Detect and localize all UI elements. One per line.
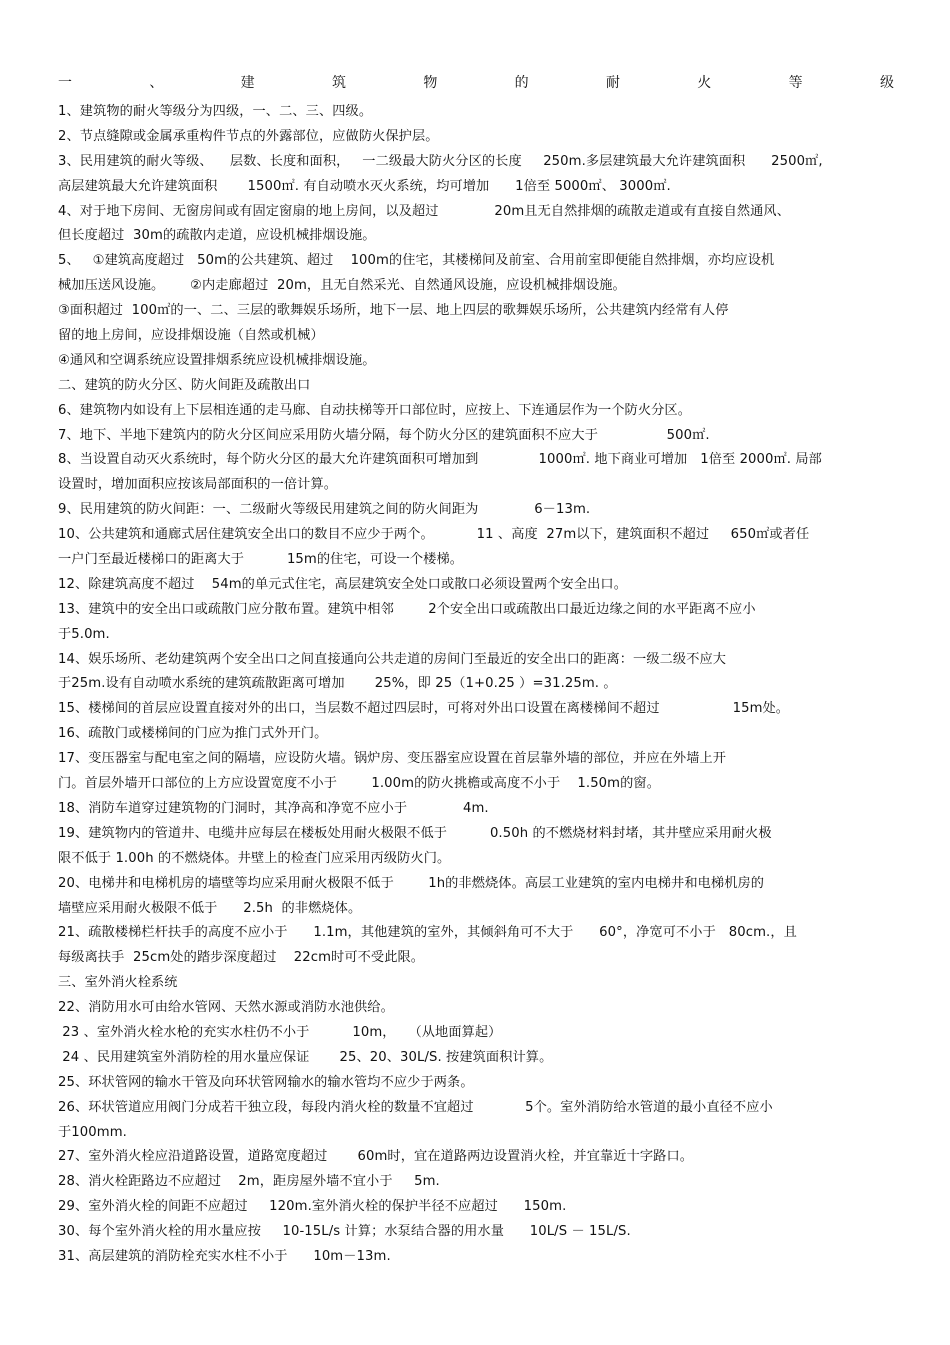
text-line: 于25m.设有自动喷水系统的建筑疏散距离可增加 25%，即 25（1+0.25 ）=31.25m. 。 bbox=[58, 676, 617, 692]
section-heading-line: 三、室外消火栓系统 bbox=[58, 975, 178, 991]
text-line: 26、环状管道应用阀门分成若干独立段，每段内消火栓的数量不宜超过 5个。室外消防给水管道的最小直径不应小 bbox=[58, 1099, 773, 1115]
text-line: 设置时，增加面积应按该局部面积的一倍计算。 bbox=[58, 477, 338, 493]
text-line: 15、楼梯间的首层应设置直接对外的出口，当层数不超过四层时，可将对外出口设置在离楼梯间不超过 15m处。 bbox=[58, 701, 790, 717]
text-line: 12、除建筑高度不超过 54m的单元式住宅，高层建筑安全处口或散口必须设置两个安全出口。 bbox=[58, 576, 627, 592]
text-line: ③面积超过 100㎡的一、二、三层的歌舞娱乐场所，地下一层、地上四层的歌舞娱乐场所，公共建筑内经常有人停 bbox=[58, 303, 729, 319]
heading-char: 物 bbox=[423, 75, 438, 91]
text-line: 19、建筑物内的管道井、电缆井应每层在楼板处用耐火极限不低于 0.50h 的不燃烧材料封堵，其井壁应采用耐火极 bbox=[58, 825, 772, 841]
text-line: 23 、室外消火栓水枪的充实水柱仍不小于 10m， （从地面算起） bbox=[58, 1024, 502, 1040]
text-line: 18、消防车道穿过建筑物的门洞时，其净高和净宽不应小于 4m. bbox=[58, 800, 489, 816]
text-line: 9、民用建筑的防火间距：一、二级耐火等级民用建筑之间的防火间距为 6－13m. bbox=[58, 502, 591, 518]
text-line: 于5.0m. bbox=[58, 626, 110, 642]
text-line: 于100mm. bbox=[58, 1124, 127, 1140]
text-line: 22、消防用水可由给水管网、天然水源或消防水池供给。 bbox=[58, 1000, 394, 1016]
heading-char: 级 bbox=[879, 75, 894, 91]
text-line: 13、建筑中的安全出口或疏散门应分散布置。建筑中相邻 2个安全出口或疏散出口最近边缘之间的水平距离不应小 bbox=[58, 601, 756, 617]
text-line: 3、民用建筑的耐火等级、 层数、长度和面积， 一二级最大防火分区的长度 250m.多层建筑最大允许建筑面积 2500㎡, bbox=[58, 153, 823, 169]
heading-char: 等 bbox=[788, 75, 803, 91]
text-line: 10、公共建筑和通廊式居住建筑安全出口的数目不应少于两个。 11 、高度 27m以下，建筑面积不超过 650㎡或者任 bbox=[58, 527, 810, 543]
text-line: 高层建筑最大允许建筑面积 1500㎡. 有自动喷水灭火系统，均可增加 1倍至 5000㎡、 3000㎡. bbox=[58, 178, 671, 194]
heading-char: 建 bbox=[240, 75, 255, 91]
text-line: 24 、民用建筑室外消防栓的用水量应保证 25、20、30L/S. 按建筑面积计算。 bbox=[58, 1049, 553, 1065]
heading-char: 一 bbox=[58, 75, 72, 91]
text-line: 29、室外消火栓的间距不应超过 120m.室外消火栓的保护半径不应超过 150m. bbox=[58, 1199, 567, 1215]
heading-char: 、 bbox=[149, 75, 164, 91]
document-page bbox=[58, 72, 894, 1270]
heading-char: 筑 bbox=[331, 75, 346, 91]
text-line: 限不低于 1.00h 的不燃烧体。井壁上的检查门应采用丙级防火门。 bbox=[58, 850, 451, 866]
text-line: 械加压送风设施。 ②内走廊超过 20m，且无自然采光、自然通风设施，应设机械排烟设施。 bbox=[58, 278, 626, 294]
text-line: 1、建筑物的耐火等级分为四级，一、二、三、四级。 bbox=[58, 104, 373, 119]
text-line: 5、 ①建筑高度超过 50m的公共建筑、超过 100m的住宅，其楼梯间及前室、合用前室即便能自然排烟，亦均应设机 bbox=[58, 253, 775, 269]
text-line: 16、疏散门或楼梯间的门应为推门式外开门。 bbox=[58, 726, 328, 742]
text-line: 4、对于地下房间、无窗房间或有固定窗扇的地上房间，以及超过 20m且无自然排烟的疏散走道或有直接自然通风、 bbox=[58, 203, 791, 219]
text-line: 21、疏散楼梯栏杆扶手的高度不应小于 1.1m，其他建筑的室外，其倾斜角可不大于 60°，净宽可不小于 80cm.，且 bbox=[58, 925, 797, 941]
text-line: 但长度超过 30m的疏散内走道，应设机械排烟设施。 bbox=[58, 228, 376, 244]
text-line: 17、变压器室与配电室之间的隔墙，应设防火墙。锅炉房、变压器室应设置在首层靠外墙的部位，并应在外墙上开 bbox=[58, 751, 727, 767]
text-line: 6、建筑物内如设有上下层相连通的走马廊、自动扶梯等开口部位时，应按上、下连通层作为一个防火分区。 bbox=[58, 402, 691, 418]
text-line: 28、消火栓距路边不应超过 2m，距房屋外墙不宜小于 5m. bbox=[58, 1174, 440, 1190]
heading-char: 的 bbox=[514, 75, 529, 91]
text-line: 30、每个室外消火栓的用水量应按 10-15L/s 计算；水泵结合器的用水量 10L/S － 15L/S. bbox=[58, 1224, 631, 1240]
text-line: 7、地下、半地下建筑内的防火分区间应采用防火墙分隔，每个防火分区的建筑面积不应大于 500㎡. bbox=[58, 427, 710, 443]
text-line: 一户门至最近楼梯口的距离大于 15m的住宅，可设一个楼梯。 bbox=[58, 552, 464, 568]
heading-char: 耐 bbox=[605, 75, 620, 91]
text-line: 2、节点缝隙或金属承重构件节点的外露部位，应做防火保护层。 bbox=[58, 128, 439, 144]
text-line: ④通风和空调系统应设置排烟系统应设机械排烟设施。 bbox=[58, 352, 376, 368]
text-line: 14、娱乐场所、老幼建筑两个安全出口之间直接通向公共走道的房间门至最近的安全出口的距离：一级二级不应大 bbox=[58, 651, 727, 667]
text-line: 27、室外消火栓应沿道路设置，道路宽度超过 60m时，宜在道路两边设置消火栓，并宜靠近十字路口。 bbox=[58, 1149, 694, 1165]
text-line: 8、当设置自动灭火系统时，每个防火分区的最大允许建筑面积可增加到 1000㎡. 地下商业可增加 1倍至 2000㎡. 局部 bbox=[58, 452, 822, 468]
text-line: 留的地上房间，应设排烟设施（自然或机械） bbox=[58, 328, 324, 344]
text-line: 门。首层外墙开口部位的上方应设置宽度不小于 1.00m的防火挑檐或高度不小于 1.50m的窗。 bbox=[58, 776, 660, 792]
heading-char: 火 bbox=[697, 75, 712, 91]
text-line: 墙壁应采用耐火极限不低于 2.5h 的非燃烧体。 bbox=[58, 900, 362, 916]
text-line: 每级离扶手 25cm处的踏步深度超过 22cm时可不受此限。 bbox=[58, 950, 425, 966]
text-line: 20、电梯井和电梯机房的墙壁等均应采用耐火极限不低于 1h的非燃烧体。高层工业建筑的室内电梯井和电梯机房的 bbox=[58, 875, 765, 891]
text-line: 25、环状管网的输水干管及向环状管网输水的输水管均不应少于两条。 bbox=[58, 1074, 474, 1090]
section-heading-line: 二、建筑的防火分区、防火间距及疏散出口 bbox=[58, 377, 311, 393]
text-line: 31、高层建筑的消防栓充实水柱不小于 10m－13m. bbox=[58, 1248, 391, 1264]
section-heading-fire-rating bbox=[58, 72, 894, 94]
